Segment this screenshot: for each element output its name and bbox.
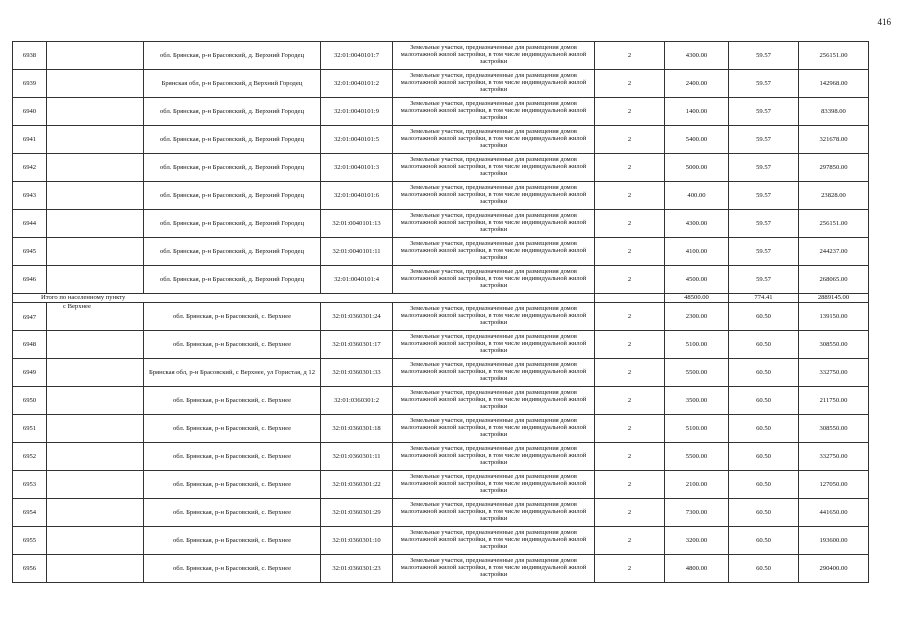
land-use-cell: Земельные участки, предназначенные для размещения домов малоэтажной жилой застройки, в том числе индивидуальной жилой застройки bbox=[393, 182, 595, 210]
row-number: 6939 bbox=[13, 70, 47, 98]
area-cell: 5100.00 bbox=[665, 415, 729, 443]
cadastral-value-cell: 256151.00 bbox=[799, 210, 869, 238]
land-use-cell: Земельные участки, предназначенные для размещения домов малоэтажной жилой застройки, в том числе индивидуальной жилой застройки bbox=[393, 238, 595, 266]
cadastral-value-cell: 441650.00 bbox=[799, 499, 869, 527]
row-number: 6938 bbox=[13, 42, 47, 70]
empty-cell bbox=[47, 471, 144, 499]
row-number: 6944 bbox=[13, 210, 47, 238]
empty-cell bbox=[47, 359, 144, 387]
table-row bbox=[13, 499, 869, 527]
cadastral-number-cell: 32:01:0040101:11 bbox=[321, 238, 393, 266]
area-cell: 5500.00 bbox=[665, 359, 729, 387]
specific-value-cell: 59.57 bbox=[729, 98, 799, 126]
empty-cell bbox=[47, 415, 144, 443]
address-cell: Брянская обл, р-н Брасовский, д Верхний Городец bbox=[144, 70, 321, 98]
settlement-label: с Верхнее bbox=[63, 303, 91, 310]
empty-cell bbox=[47, 154, 144, 182]
empty-cell bbox=[47, 387, 144, 415]
table-row bbox=[13, 387, 869, 415]
group-cell: 2 bbox=[595, 70, 665, 98]
specific-value-cell: 60.50 bbox=[729, 555, 799, 583]
cadastral-number-cell: 32:01:0040101:2 bbox=[321, 70, 393, 98]
table-row bbox=[13, 126, 869, 154]
group-cell: 2 bbox=[595, 443, 665, 471]
row-number: 6942 bbox=[13, 154, 47, 182]
cadastral-value-cell: 244237.00 bbox=[799, 238, 869, 266]
group-cell: 2 bbox=[595, 98, 665, 126]
group-cell: 2 bbox=[595, 527, 665, 555]
cadastral-value-cell: 297850.00 bbox=[799, 154, 869, 182]
empty-cell bbox=[47, 331, 144, 359]
address-cell: Брянская обл, р-н Брасовский, с Верхнее, ул Гористая, д 12 bbox=[144, 359, 321, 387]
table-row bbox=[13, 210, 869, 238]
table-row bbox=[13, 555, 869, 583]
cadastral-number-cell: 32:01:0360301:22 bbox=[321, 471, 393, 499]
land-use-cell: Земельные участки, предназначенные для размещения домов малоэтажной жилой застройки, в том числе индивидуальной жилой застройки bbox=[393, 415, 595, 443]
land-use-cell: Земельные участки, предназначенные для размещения домов малоэтажной жилой застройки, в том числе индивидуальной жилой застройки bbox=[393, 154, 595, 182]
specific-value-cell: 59.57 bbox=[729, 210, 799, 238]
empty-cell bbox=[47, 499, 144, 527]
cadastral-value-cell: 268065.00 bbox=[799, 266, 869, 294]
cadastral-number-cell: 32:01:0360301:11 bbox=[321, 443, 393, 471]
specific-value-cell: 60.50 bbox=[729, 443, 799, 471]
group-cell: 2 bbox=[595, 387, 665, 415]
table-row bbox=[13, 443, 869, 471]
address-cell: обл. Брянская, р-н Брасовский, д. Верхний Городец bbox=[144, 266, 321, 294]
land-use-cell: Земельные участки, предназначенные для размещения домов малоэтажной жилой застройки, в том числе индивидуальной жилой застройки bbox=[393, 527, 595, 555]
land-use-cell: Земельные участки, предназначенные для размещения домов малоэтажной жилой застройки, в том числе индивидуальной жилой застройки bbox=[393, 387, 595, 415]
land-use-cell: Земельные участки, предназначенные для размещения домов малоэтажной жилой застройки, в том числе индивидуальной жилой застройки bbox=[393, 443, 595, 471]
address-cell: обл. Брянская, р-н Брасовский, с. Верхнее bbox=[144, 555, 321, 583]
empty-cell bbox=[47, 443, 144, 471]
empty-cell bbox=[47, 527, 144, 555]
specific-value-cell: 59.57 bbox=[729, 266, 799, 294]
address-cell: обл. Брянская, р-н Брасовский, д. Верхний Городец bbox=[144, 98, 321, 126]
table-row bbox=[13, 415, 869, 443]
address-cell: обл. Брянская, р-н Брасовский, с. Верхнее bbox=[144, 527, 321, 555]
total-row bbox=[13, 294, 869, 303]
address-cell: обл. Брянская, р-н Брасовский, д. Верхний Городец bbox=[144, 210, 321, 238]
specific-value-cell: 59.57 bbox=[729, 154, 799, 182]
area-cell: 5500.00 bbox=[665, 443, 729, 471]
row-number: 6951 bbox=[13, 415, 47, 443]
land-use-cell: Земельные участки, предназначенные для размещения домов малоэтажной жилой застройки, в том числе индивидуальной жилой застройки bbox=[393, 471, 595, 499]
empty-cell bbox=[47, 555, 144, 583]
land-use-cell: Земельные участки, предназначенные для размещения домов малоэтажной жилой застройки, в том числе индивидуальной жилой застройки bbox=[393, 266, 595, 294]
table-row bbox=[13, 70, 869, 98]
cadastral-number-cell: 32:01:0360301:24 bbox=[321, 303, 393, 331]
land-use-cell: Земельные участки, предназначенные для размещения домов малоэтажной жилой застройки, в том числе индивидуальной жилой застройки bbox=[393, 555, 595, 583]
specific-value-cell: 59.57 bbox=[729, 126, 799, 154]
empty-cell bbox=[47, 70, 144, 98]
cadastral-value-cell: 308550.00 bbox=[799, 415, 869, 443]
group-cell: 2 bbox=[595, 331, 665, 359]
cadastral-number-cell: 32:01:0360301:2 bbox=[321, 387, 393, 415]
group-cell: 2 bbox=[595, 42, 665, 70]
empty-cell bbox=[47, 42, 144, 70]
empty-cell bbox=[47, 98, 144, 126]
cadastral-value-cell: 308550.00 bbox=[799, 331, 869, 359]
area-cell: 5400.00 bbox=[665, 126, 729, 154]
cadastral-number-cell: 32:01:0040101:5 bbox=[321, 126, 393, 154]
cadastral-value-cell: 23828.00 bbox=[799, 182, 869, 210]
area-cell: 7300.00 bbox=[665, 499, 729, 527]
specific-value-cell: 60.50 bbox=[729, 415, 799, 443]
cadastral-value-cell: 211750.00 bbox=[799, 387, 869, 415]
group-cell: 2 bbox=[595, 555, 665, 583]
row-number: 6946 bbox=[13, 266, 47, 294]
specific-value-cell: 59.57 bbox=[729, 70, 799, 98]
area-cell: 2400.00 bbox=[665, 70, 729, 98]
specific-value-cell: 60.50 bbox=[729, 527, 799, 555]
empty-cell bbox=[47, 210, 144, 238]
area-cell: 4100.00 bbox=[665, 238, 729, 266]
area-cell: 5000.00 bbox=[665, 154, 729, 182]
cadastral-number-cell: 32:01:0040101:7 bbox=[321, 42, 393, 70]
group-cell: 2 bbox=[595, 126, 665, 154]
group-cell: 2 bbox=[595, 238, 665, 266]
cadastral-value-cell: 193600.00 bbox=[799, 527, 869, 555]
total-cadastral-value: 2889145.00 bbox=[799, 294, 869, 303]
cadastral-number-cell: 32:01:0040101:9 bbox=[321, 98, 393, 126]
cadastral-value-cell: 256151.00 bbox=[799, 42, 869, 70]
land-use-cell: Земельные участки, предназначенные для размещения домов малоэтажной жилой застройки, в том числе индивидуальной жилой застройки bbox=[393, 98, 595, 126]
group-cell: 2 bbox=[595, 499, 665, 527]
specific-value-cell: 60.50 bbox=[729, 471, 799, 499]
cadastral-value-cell: 83398.00 bbox=[799, 98, 869, 126]
area-cell: 4300.00 bbox=[665, 210, 729, 238]
cadastral-value-table bbox=[12, 41, 869, 583]
table-row bbox=[13, 527, 869, 555]
address-cell: обл. Брянская, р-н Брасовский, с. Верхнее bbox=[144, 443, 321, 471]
cadastral-number-cell: 32:01:0360301:17 bbox=[321, 331, 393, 359]
cadastral-value-cell: 332750.00 bbox=[799, 359, 869, 387]
cadastral-value-cell: 290400.00 bbox=[799, 555, 869, 583]
address-cell: обл. Брянская, р-н Брасовский, д. Верхний Городец bbox=[144, 154, 321, 182]
total-specific-value: 774.41 bbox=[729, 294, 799, 303]
address-cell: обл. Брянская, р-н Брасовский, с. Верхнее bbox=[144, 331, 321, 359]
land-use-cell: Земельные участки, предназначенные для размещения домов малоэтажной жилой застройки, в том числе индивидуальной жилой застройки bbox=[393, 499, 595, 527]
area-cell: 4500.00 bbox=[665, 266, 729, 294]
empty-cell bbox=[47, 126, 144, 154]
table-row bbox=[13, 42, 869, 70]
row-number: 6947 bbox=[22, 314, 37, 321]
table-row bbox=[13, 471, 869, 499]
area-cell: 2100.00 bbox=[665, 471, 729, 499]
empty-cell bbox=[47, 266, 144, 294]
specific-value-cell: 60.50 bbox=[729, 499, 799, 527]
cadastral-number-cell: 32:01:0040101:4 bbox=[321, 266, 393, 294]
row-number bbox=[13, 303, 91, 331]
address-cell: обл. Брянская, р-н Брасовский, с. Верхнее bbox=[144, 471, 321, 499]
row-number: 6945 bbox=[13, 238, 47, 266]
land-use-cell: Земельные участки, предназначенные для размещения домов малоэтажной жилой застройки, в том числе индивидуальной жилой застройки bbox=[393, 359, 595, 387]
address-cell: обл. Брянская, р-н Брасовский, с. Верхнее bbox=[144, 415, 321, 443]
land-use-cell: Земельные участки, предназначенные для размещения домов малоэтажной жилой застройки, в том числе индивидуальной жилой застройки bbox=[393, 210, 595, 238]
cadastral-number-cell: 32:01:0040101:3 bbox=[321, 154, 393, 182]
cadastral-number-cell: 32:01:0360301:18 bbox=[321, 415, 393, 443]
cadastral-number-cell: 32:01:0360301:33 bbox=[321, 359, 393, 387]
cadastral-value-cell: 139150.00 bbox=[799, 303, 869, 331]
group-cell: 2 bbox=[595, 415, 665, 443]
group-cell: 2 bbox=[595, 359, 665, 387]
land-use-cell: Земельные участки, предназначенные для размещения домов малоэтажной жилой застройки, в том числе индивидуальной жилой застройки bbox=[393, 70, 595, 98]
specific-value-cell: 60.50 bbox=[729, 331, 799, 359]
specific-value-cell: 59.57 bbox=[729, 238, 799, 266]
table-row bbox=[13, 359, 869, 387]
table-row bbox=[13, 154, 869, 182]
cadastral-number-cell: 32:01:0040101:13 bbox=[321, 210, 393, 238]
area-cell: 3200.00 bbox=[665, 527, 729, 555]
total-label: Итого по населенному пункту bbox=[13, 294, 595, 303]
specific-value-cell: 60.50 bbox=[729, 303, 799, 331]
cadastral-number-cell: 32:01:0360301:29 bbox=[321, 499, 393, 527]
row-number: 6949 bbox=[13, 359, 47, 387]
empty-cell bbox=[595, 294, 665, 303]
group-cell: 2 bbox=[595, 303, 665, 331]
row-number: 6956 bbox=[13, 555, 47, 583]
row-number: 6955 bbox=[13, 527, 47, 555]
area-cell: 1400.00 bbox=[665, 98, 729, 126]
table-row bbox=[13, 266, 869, 294]
group-cell: 2 bbox=[595, 210, 665, 238]
table-row bbox=[13, 331, 869, 359]
land-use-cell: Земельные участки, предназначенные для размещения домов малоэтажной жилой застройки, в том числе индивидуальной жилой застройки bbox=[393, 42, 595, 70]
empty-cell bbox=[47, 303, 144, 331]
land-use-cell: Земельные участки, предназначенные для размещения домов малоэтажной жилой застройки, в том числе индивидуальной жилой застройки bbox=[393, 303, 595, 331]
address-cell: обл. Брянская, р-н Брасовский, д. Верхний Городец bbox=[144, 126, 321, 154]
group-cell: 2 bbox=[595, 182, 665, 210]
row-number: 6948 bbox=[13, 331, 47, 359]
row-number: 6952 bbox=[13, 443, 47, 471]
group-cell: 2 bbox=[595, 266, 665, 294]
table-row bbox=[13, 182, 869, 210]
table-body bbox=[13, 42, 869, 583]
row-number: 6943 bbox=[13, 182, 47, 210]
row-number: 6953 bbox=[13, 471, 47, 499]
area-cell: 400.00 bbox=[665, 182, 729, 210]
empty-cell bbox=[47, 182, 144, 210]
table-row bbox=[13, 238, 869, 266]
table-row bbox=[13, 98, 869, 126]
address-cell: обл. Брянская, р-н Брасовский, с. Верхнее bbox=[144, 387, 321, 415]
area-cell: 4800.00 bbox=[665, 555, 729, 583]
cadastral-number-cell: 32:01:0360301:23 bbox=[321, 555, 393, 583]
address-cell: обл. Брянская, р-н Брасовский, с. Верхнее bbox=[144, 303, 321, 331]
row-number: 6954 bbox=[13, 499, 47, 527]
address-cell: обл. Брянская, р-н Брасовский, д. Верхний Городец bbox=[144, 238, 321, 266]
specific-value-cell: 59.57 bbox=[729, 182, 799, 210]
address-cell: обл. Брянская, р-н Брасовский, д. Верхний Городец bbox=[144, 42, 321, 70]
specific-value-cell: 60.50 bbox=[729, 359, 799, 387]
area-cell: 2300.00 bbox=[665, 303, 729, 331]
row-number: 6940 bbox=[13, 98, 47, 126]
area-cell: 5100.00 bbox=[665, 331, 729, 359]
row-number: 6941 bbox=[13, 126, 47, 154]
specific-value-cell: 59.57 bbox=[729, 42, 799, 70]
cadastral-value-cell: 142968.00 bbox=[799, 70, 869, 98]
land-use-cell: Земельные участки, предназначенные для размещения домов малоэтажной жилой застройки, в том числе индивидуальной жилой застройки bbox=[393, 331, 595, 359]
cadastral-value-cell: 127050.00 bbox=[799, 471, 869, 499]
cadastral-number-cell: 32:01:0360301:10 bbox=[321, 527, 393, 555]
row-number: 6950 bbox=[13, 387, 47, 415]
group-cell: 2 bbox=[595, 154, 665, 182]
group-cell: 2 bbox=[595, 471, 665, 499]
address-cell: обл. Брянская, р-н Брасовский, с. Верхнее bbox=[144, 499, 321, 527]
empty-cell bbox=[47, 238, 144, 266]
cadastral-number-cell: 32:01:0040101:6 bbox=[321, 182, 393, 210]
page-number: 416 bbox=[877, 17, 891, 27]
land-use-cell: Земельные участки, предназначенные для размещения домов малоэтажной жилой застройки, в том числе индивидуальной жилой застройки bbox=[393, 126, 595, 154]
specific-value-cell: 60.50 bbox=[729, 387, 799, 415]
cadastral-value-cell: 321678.00 bbox=[799, 126, 869, 154]
address-cell: обл. Брянская, р-н Брасовский, д. Верхний Городец bbox=[144, 182, 321, 210]
area-cell: 4300.00 bbox=[665, 42, 729, 70]
cadastral-value-cell: 332750.00 bbox=[799, 443, 869, 471]
table-row bbox=[13, 303, 869, 331]
total-area: 48500.00 bbox=[665, 294, 729, 303]
area-cell: 3500.00 bbox=[665, 387, 729, 415]
